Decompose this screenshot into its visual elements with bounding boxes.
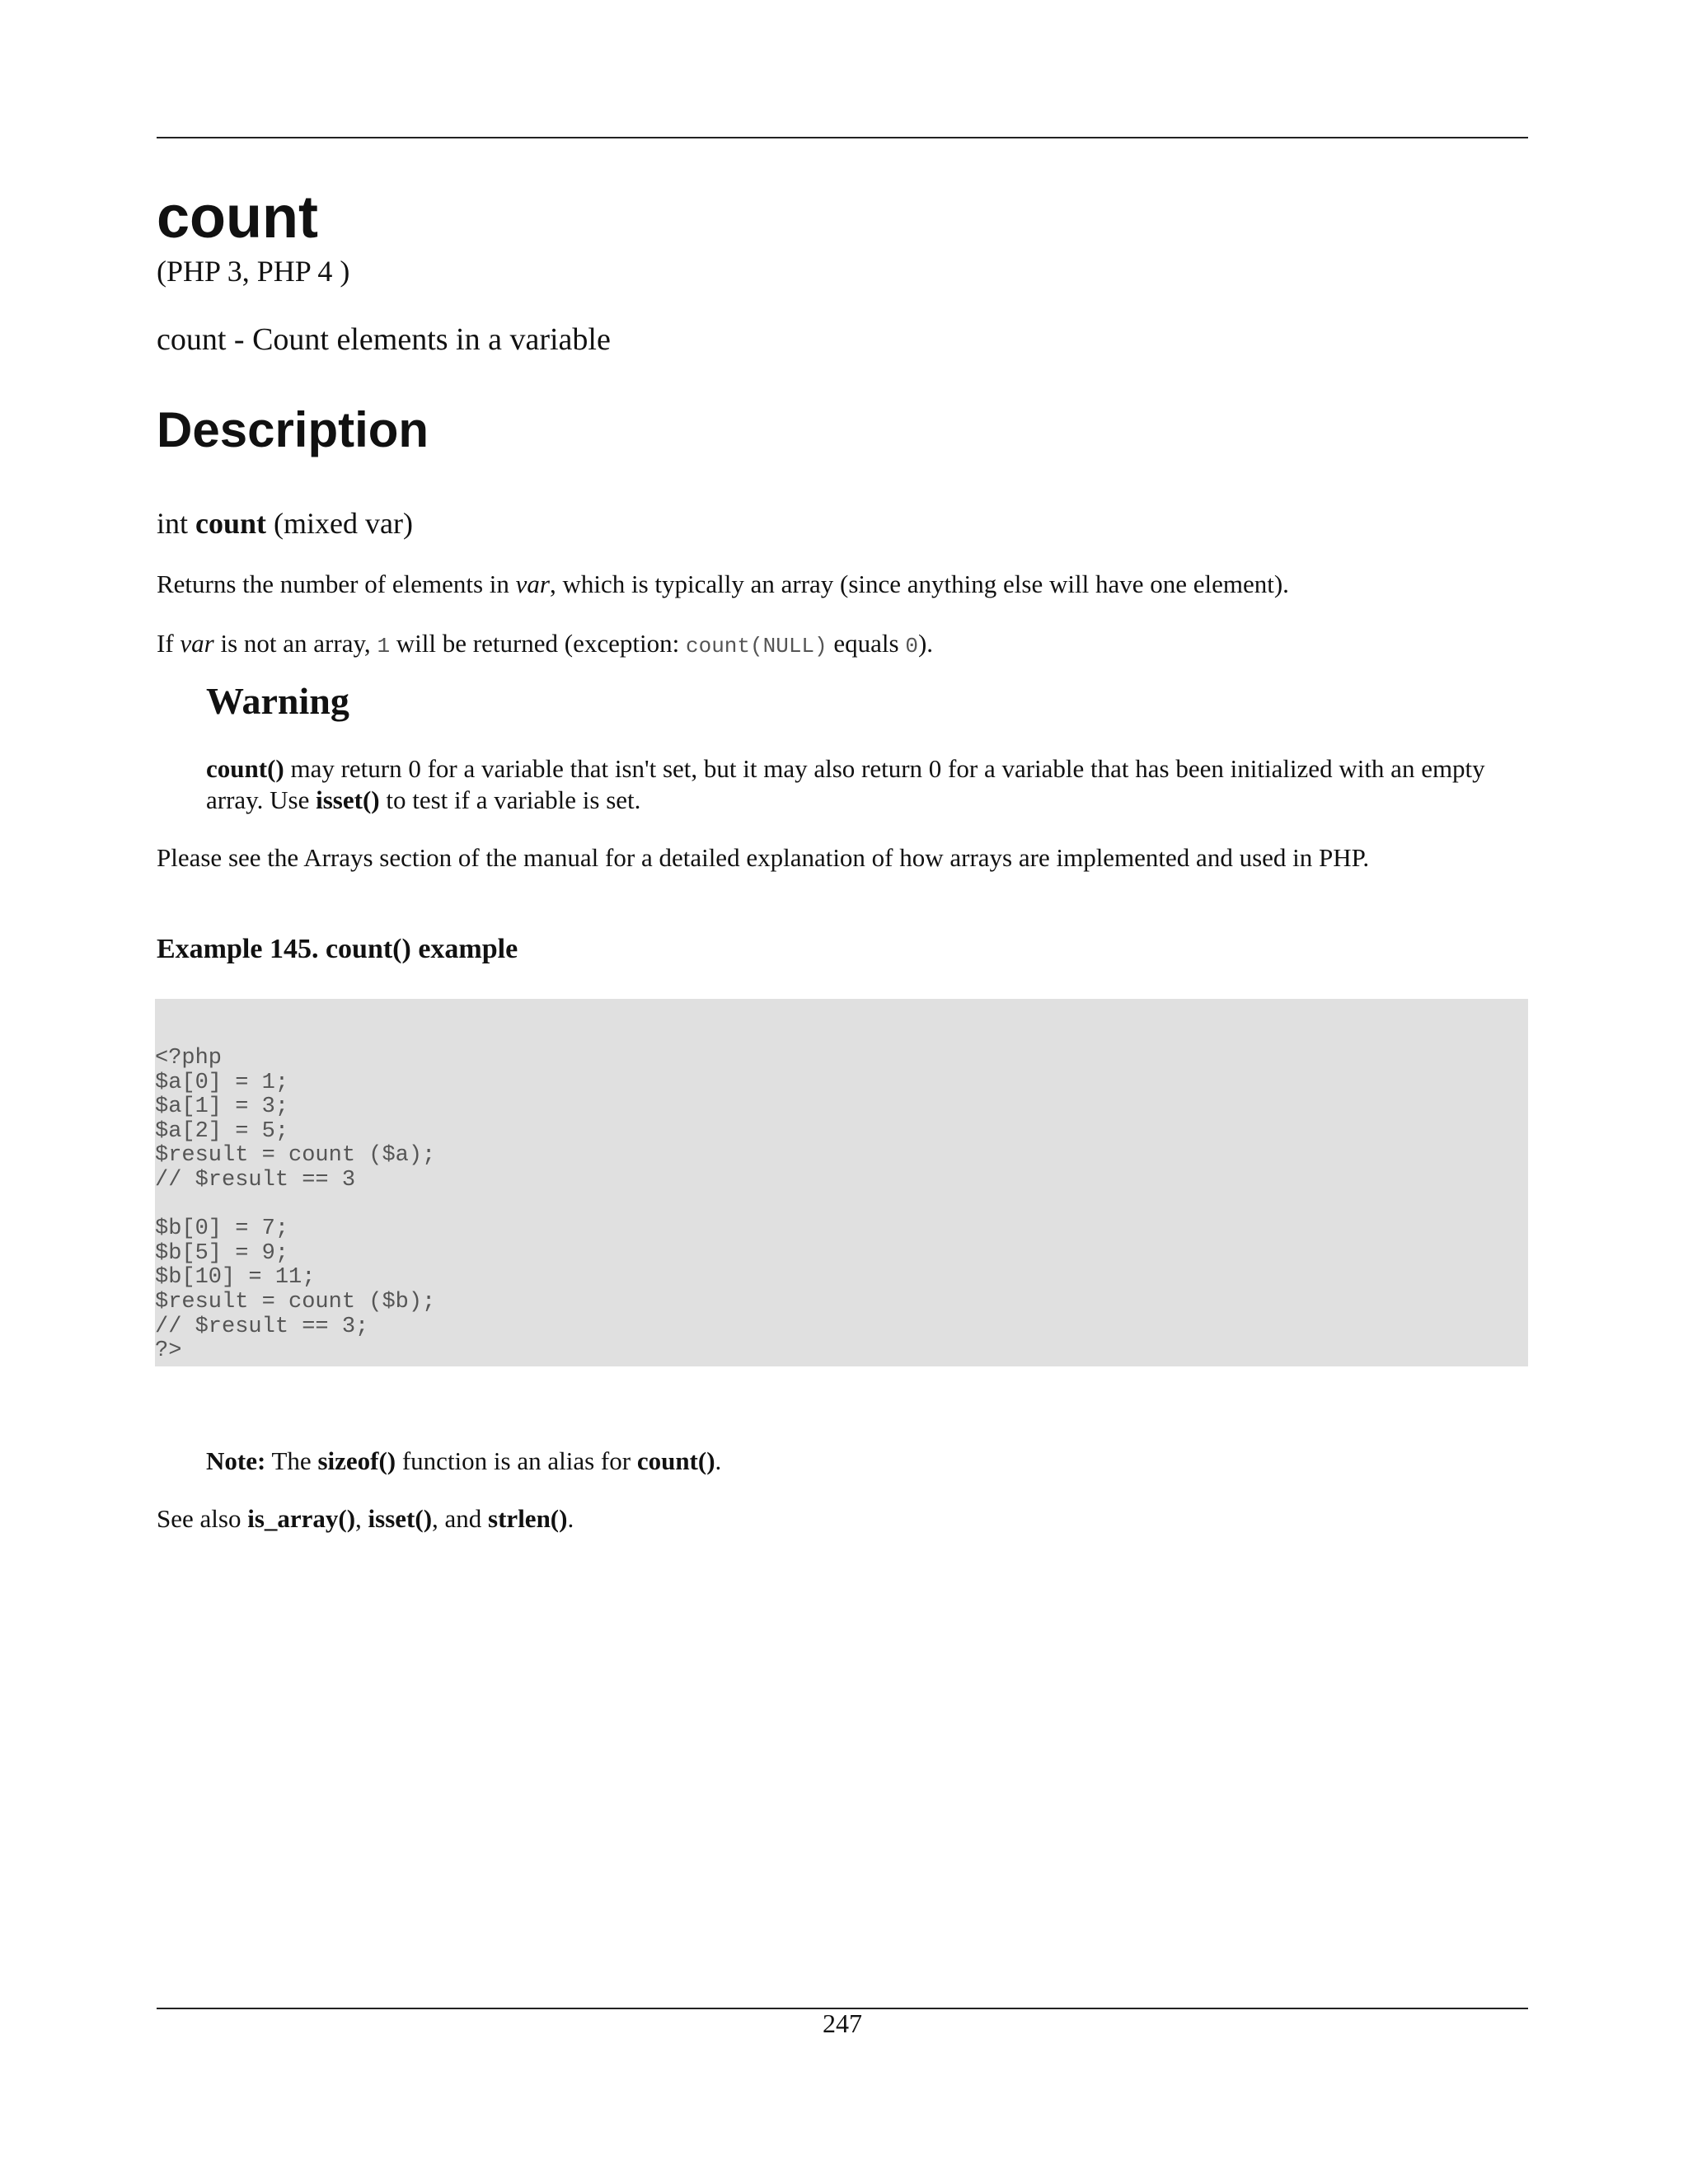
code-line: $result = count ($b); — [155, 1289, 436, 1315]
header-rule — [157, 137, 1528, 138]
code-line: <?php — [155, 1046, 223, 1071]
see-also-link-isset[interactable]: isset() — [368, 1504, 433, 1533]
note-text-b: function is an alias for — [396, 1446, 637, 1475]
arrays-reference-paragraph: Please see the Arrays section of the manual for a detailed explanation of how arrays are implemented and used in PHP. — [157, 843, 1370, 872]
warning-func-count: count() — [206, 754, 284, 783]
see-also-link-is-array[interactable]: is_array() — [247, 1504, 356, 1533]
para1-text-b: , which is typically an array (since anything else will have one element). — [549, 569, 1289, 598]
code-line: $a[2] = 5; — [155, 1118, 289, 1144]
see-also-paragraph — [157, 1503, 574, 1534]
synopsis-return-type: int — [157, 507, 189, 540]
para2-code-2: count(NULL) — [686, 634, 828, 658]
refname-line: count - Count elements in a variable — [157, 322, 611, 357]
code-line: ?> — [155, 1338, 182, 1364]
warning-heading: Warning — [206, 680, 349, 722]
see-also-separator: , — [355, 1504, 368, 1533]
para2-var: var — [180, 629, 214, 658]
description-heading: Description — [157, 402, 429, 457]
page-number: 247 — [823, 2008, 862, 2038]
see-also-separator: , and — [432, 1504, 489, 1533]
para2-text-a: If — [157, 629, 181, 658]
note-func-sizeof: sizeof() — [317, 1446, 396, 1475]
code-line: $a[0] = 1; — [155, 1070, 289, 1095]
see-also-link-strlen[interactable]: strlen() — [488, 1504, 568, 1533]
function-synopsis — [157, 506, 413, 541]
code-line: // $result == 3; — [155, 1314, 369, 1339]
code-line: $b[10] = 11; — [155, 1265, 316, 1291]
see-also-end: . — [567, 1504, 574, 1533]
php-versions: (PHP 3, PHP 4 ) — [157, 255, 350, 288]
synopsis-function-name: count — [195, 507, 267, 540]
code-line-blank — [155, 1193, 1528, 1218]
para2-text-d: equals — [827, 629, 906, 658]
example-title: Example 145. count() example — [157, 934, 518, 964]
note-paragraph — [206, 1446, 721, 1476]
code-line: // $result == 3 — [155, 1167, 356, 1193]
para2-text-c: will be returned (exception: — [390, 629, 686, 658]
para1-var: var — [515, 569, 550, 598]
warning-text-b: to test if a variable is set. — [379, 785, 641, 814]
note-text-c: . — [715, 1446, 722, 1475]
note-text-a: The — [265, 1446, 318, 1475]
code-line: $a[1] = 3; — [155, 1094, 289, 1120]
code-line: $b[0] = 7; — [155, 1216, 289, 1242]
code-line: $b[5] = 9; — [155, 1240, 289, 1266]
description-paragraph-1 — [157, 569, 1289, 599]
code-example-block — [155, 999, 1528, 1366]
description-paragraph-2 — [157, 628, 933, 659]
function-title: count — [157, 185, 318, 251]
warning-text-a: may return 0 for a variable that isn't set, but it may also return 0 for a variable that has been initialized with an empty array. Use — [206, 754, 1485, 814]
para2-code-1: 1 — [377, 634, 391, 658]
para2-text-e: ). — [917, 629, 934, 658]
warning-func-isset: isset() — [316, 785, 380, 814]
code-line: $result = count ($a); — [155, 1143, 436, 1169]
see-also-prefix: See also — [157, 1504, 248, 1533]
para2-code-3: 0 — [905, 634, 918, 658]
synopsis-params: (mixed var) — [274, 507, 413, 540]
para1-text-a: Returns the number of elements in — [157, 569, 516, 598]
para2-text-b: is not an array, — [213, 629, 377, 658]
document-page — [157, 0, 1528, 2184]
note-label: Note: — [206, 1446, 266, 1475]
warning-body — [206, 753, 1492, 816]
note-func-count: count() — [636, 1446, 715, 1475]
